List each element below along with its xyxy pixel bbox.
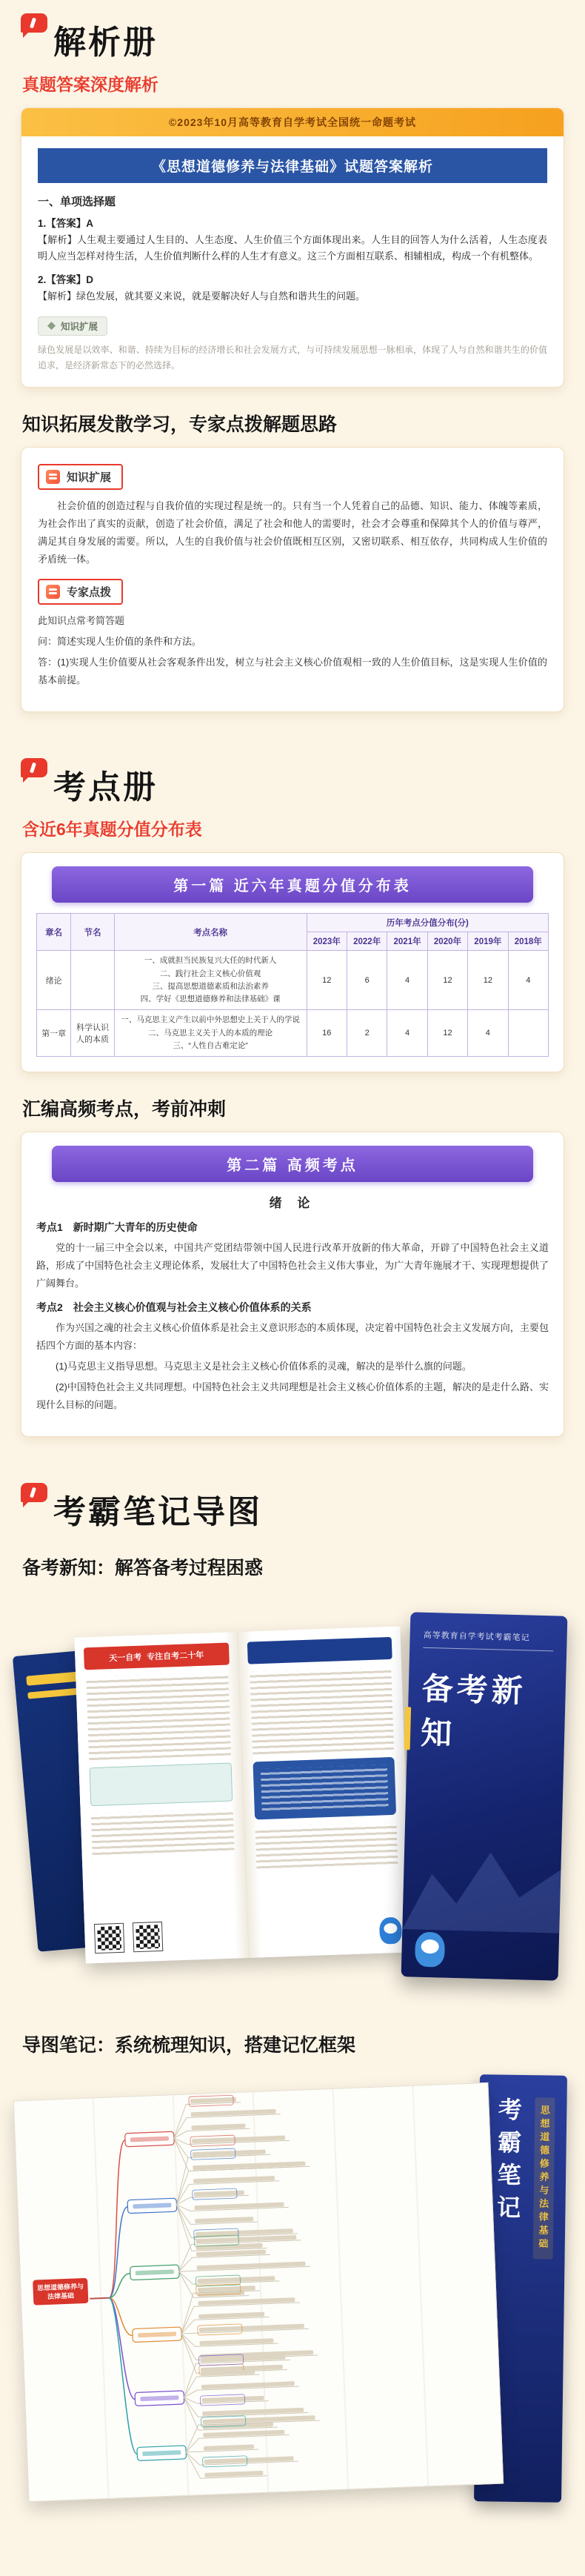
knowledge-expand-tag	[38, 316, 107, 336]
score-cell: 4	[468, 1010, 508, 1057]
expert-tips-label: 专家点拨	[67, 585, 112, 599]
mountains-graphic	[402, 1833, 561, 1933]
score-cell: 4	[387, 951, 427, 1010]
text-lines-placeholder	[86, 1672, 230, 1760]
points-cell	[114, 1010, 307, 1057]
open-booklet-spread	[74, 1626, 411, 1963]
cover-vertical-title: 考霸笔记	[493, 2097, 523, 2228]
section-keypoints	[21, 760, 564, 1437]
right-page-header	[247, 1637, 392, 1664]
spread-left-page	[74, 1632, 249, 1963]
knowledge-expand-note: 绿色发展是以效率、和谐、持续为目标的经济增长和社会发展方式，与可持续发展思想一脉相承，体现了人与自然和谐共生的价值追求，是经济新常态下的必然选择。	[38, 344, 547, 371]
point-item: 一、马克思主义产生以前中外思想史上关于人的学说	[121, 1015, 300, 1025]
score-cell: 2	[347, 1010, 387, 1057]
keypoint-label: 考点1	[36, 1221, 63, 1233]
score-cell: 4	[387, 1010, 427, 1057]
text-lines-placeholder	[260, 1765, 388, 1812]
keypoint-title-line	[36, 1220, 549, 1235]
left-page-header	[84, 1642, 229, 1670]
chapter-center-title: 绪 论	[269, 1195, 316, 1210]
score-distribution-table	[36, 913, 549, 1057]
exam-title-banner: 《思想道德修养与法律基础》试题答案解析	[38, 148, 547, 183]
table-row	[37, 951, 549, 1010]
analysis-text: 【解析】绿色发展，就其要义来说，就是要解决好人与自然和谐共生的问题。	[38, 290, 366, 302]
expert-answer: 答：(1)实现人生价值要从社会客观条件出发，树立与社会主义核心价值观相一致的人生价值目标，这是实现人生价值的基本前提。	[38, 656, 547, 686]
qr-code-row	[95, 1922, 162, 1953]
section-cell	[71, 951, 114, 1010]
keypoint-paragraph: (2)中国特色社会主义共同理想。中国特色社会主义共同理想是社会主义核心价值体系的主题，解决的是走什么路、实现什么目标的问题。	[36, 1381, 549, 1411]
answer-line: 2.【答案】D	[38, 273, 94, 285]
brand-slogan: 专注自考二十年	[146, 1650, 204, 1662]
cover-title: 备考新知	[420, 1670, 527, 1751]
point-item: 三、“人性自古难定论”	[173, 1040, 248, 1050]
expert-question: 问：简述实现人生价值的条件和方法。	[38, 635, 202, 647]
year-header: 2023年	[307, 932, 347, 951]
question-block	[38, 271, 547, 305]
beikao-xinzhi-photo	[21, 1593, 564, 2008]
text-lines-placeholder	[255, 1822, 398, 1870]
score-cell: 12	[427, 951, 467, 1010]
mascot-icon	[379, 1916, 402, 1944]
cover-vertical-subtitle: 思想道德修养与法律基础	[532, 2097, 555, 2259]
section-cell: 科学认识人的本质	[71, 1010, 114, 1057]
section-subtitle: 含近6年真题分值分布表	[22, 820, 202, 840]
knowledge-expand-label: 知识扩展	[67, 471, 112, 484]
cover-tab-decoration	[404, 1707, 412, 1750]
section-title: 解析册	[53, 24, 158, 61]
section-subtitle: 真题答案深度解析	[22, 75, 158, 95]
exam-body	[21, 136, 564, 386]
year-header: 2020年	[427, 932, 467, 951]
section-title: 考点册	[53, 769, 158, 806]
keypoint-paragraph: 作为兴国之魂的社会主义核心价值体系是社会主义意识形态的本质体现，决定着中国特色社会主义发展方向，主要包括四个方面的基本内容：	[36, 1322, 549, 1352]
col-header-section: 节名	[71, 914, 114, 951]
point-item: 四、学好《思想道德修养和法律基础》课	[140, 995, 281, 1004]
expert-intro: 此知识点常考简答题	[38, 614, 125, 626]
score-cell: 12	[427, 1010, 467, 1057]
diamond-icon	[47, 322, 56, 330]
exam-analysis-card	[21, 107, 564, 387]
score-cell: 12	[468, 951, 508, 1010]
question-block	[38, 215, 547, 265]
exam-copyright-bar: ©2023年10月高等教育自学考试全国统一命题考试	[21, 108, 564, 136]
point-item: 一、成就担当民族复兴大任的时代新人	[144, 956, 277, 966]
score-cell: 4	[508, 951, 548, 1010]
spread-right-page	[238, 1626, 412, 1957]
score-cell: 16	[307, 1010, 347, 1057]
mid-heading-keypoints: 汇编高频考点，考前冲刺	[22, 1098, 227, 1120]
section-keypoints-title-row	[21, 760, 564, 806]
score-cell: 6	[347, 951, 387, 1010]
qr-code-icon	[133, 1922, 162, 1951]
col-header-chapter: 章名	[37, 914, 71, 951]
section-title: 考霸笔记导图	[53, 1494, 262, 1531]
part-one-banner: 第一篇 近六年真题分值分布表	[52, 866, 533, 903]
keypoint-title: 社会主义核心价值观与社会主义核心价值体系的关系	[73, 1301, 312, 1314]
year-header: 2022年	[347, 932, 387, 951]
point-item: 二、马克思主义关于人的本质的理论	[148, 1028, 273, 1038]
analysis-text: 【解析】人生观主要通过人生目的、人生态度、人生价值三个方面体现出来。人生目的回答人为什么活着，人生态度表明人应当怎样对待生活，人生价值判断什么样的人生才有意义。这三个方面相互联系、相辅相成，构成一个有机整体。	[38, 234, 547, 262]
knowledge-expand-label: 知识扩展	[61, 321, 98, 332]
qr-code-icon	[95, 1923, 124, 1952]
expert-tips-card	[21, 447, 564, 712]
keypoint-label: 考点2	[36, 1301, 63, 1314]
book-icon	[46, 470, 60, 484]
score-distribution-card	[21, 852, 564, 1072]
mindmap-root-node: 思想道德修养与法律基础	[33, 2278, 88, 2306]
text-lines-placeholder	[250, 1667, 394, 1755]
lightbulb-icon	[46, 585, 60, 599]
table-row	[37, 1010, 549, 1057]
keypoint-title-line	[36, 1300, 549, 1315]
answer-line: 1.【答案】A	[38, 218, 94, 230]
year-header: 2018年	[508, 932, 548, 951]
section-analysis-title-row	[21, 15, 564, 61]
mascot-icon	[415, 1931, 445, 1967]
exam-part-heading: 一、单项选择题	[38, 196, 116, 209]
knowledge-expand-highlight-tag	[38, 464, 123, 490]
heading-mindmap-notes: 导图笔记：系统梳理知识，搭建记忆框架	[22, 2034, 356, 2056]
mid-heading-analysis: 知识拓展发散学习，专家点拨解题思路	[22, 414, 338, 435]
brand-label: 天一自考	[109, 1653, 142, 1663]
heading-beikao-xinzhi: 备考新知：解答备考过程困惑	[22, 1557, 264, 1579]
score-cell: 12	[307, 951, 347, 1010]
score-cell	[508, 1010, 548, 1057]
section-notes-title-row	[21, 1484, 564, 1530]
expert-tips-highlight-tag	[38, 579, 123, 605]
section-analysis	[21, 15, 564, 712]
year-header: 2019年	[468, 932, 508, 951]
quote-badge-icon	[21, 758, 47, 777]
high-frequency-card	[21, 1132, 564, 1437]
keypoint-title: 新时期广大青年的历史使命	[73, 1221, 198, 1233]
mindmap-sheet	[13, 2082, 504, 2502]
chapter-cell: 第一章	[37, 1010, 71, 1057]
keypoint-paragraph: 党的十一届三中全会以来，中国共产党团结带领中国人民进行改革开放新的伟大革命，开辟了中国特色社会主义道路，形成了中国特色社会主义理论体系，发展壮大了中国特色社会主义伟大事业，为广大青年施展才干、实现理想提供了广阔舞台。	[36, 1241, 549, 1289]
year-header: 2021年	[387, 932, 427, 951]
section-notes-mindmap	[21, 1484, 564, 2517]
quote-badge-icon	[21, 1483, 47, 1502]
point-item: 三、提高思想道德素质和法治素养	[152, 981, 269, 991]
text-lines-placeholder	[91, 1808, 234, 1856]
chapter-cell: 绪论	[37, 951, 71, 1010]
callout-box	[90, 1762, 233, 1806]
col-header-scores: 历年考点分值分布(分)	[307, 914, 548, 932]
knowledge-expand-paragraph: 社会价值的创造过程与自我价值的实现过程是统一的。只有当一个人凭着自己的品德、知识、能力、体魄等素质，为社会作出了真实的贡献，创造了社会价值，满足了社会和他人的需要时，社会才会尊重和保障其个人的价值与尊严，满足其自身发展的需要。所以，人生的自我价值与社会价值既相互区别，又密切联系、相互依存，共同构成人生价值的矛盾统一体。	[38, 499, 547, 565]
part-two-banner: 第二篇 高频考点	[52, 1146, 533, 1182]
highlight-box	[253, 1757, 396, 1820]
beikao-xinzhi-front-cover	[401, 1612, 568, 1980]
mindmap-photo	[21, 2069, 564, 2518]
col-header-point: 考点名称	[114, 914, 307, 951]
cover-series-label: 高等教育自学考试考霸笔记	[423, 1629, 554, 1652]
points-cell	[114, 951, 307, 1010]
quote-badge-icon	[21, 13, 47, 33]
point-item: 二、践行社会主义核心价值观	[159, 969, 261, 978]
keypoint-paragraph: (1)马克思主义指导思想。马克思主义是社会主义核心价值体系的灵魂，解决的是举什么旗的问题。	[56, 1361, 472, 1372]
